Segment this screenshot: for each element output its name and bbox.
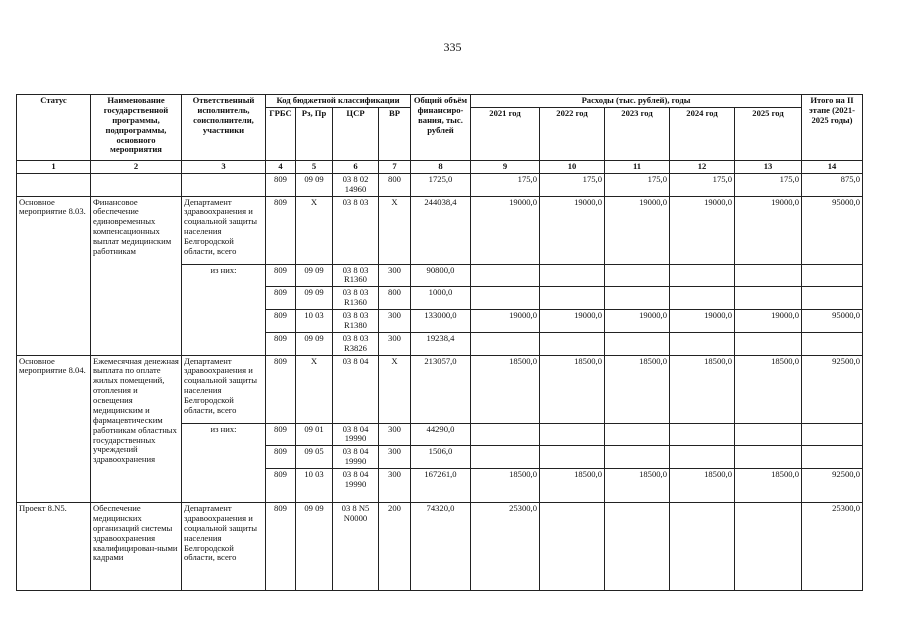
cell-2024: 175,0 [670,173,735,196]
cell-2024: 19000,0 [670,196,735,264]
cell-2021: 18500,0 [471,469,540,503]
cell-vr: 300 [379,423,411,446]
cell-2023 [605,423,670,446]
cell-csr: 03 8 03 R3826 [333,332,379,355]
column-number: 10 [540,160,605,173]
cell-2025: 18500,0 [735,469,802,503]
cell-2021 [471,423,540,446]
cell-2025 [735,446,802,469]
header-year-2021: 2021 год [471,107,540,160]
cell-2021 [471,287,540,310]
cell-csr: 03 8 04 19990 [333,446,379,469]
cell-2024 [670,446,735,469]
cell-total: 213057,0 [411,355,471,423]
cell-2022 [540,332,605,355]
cell-grbs: 809 [266,332,296,355]
cell-2024 [670,264,735,287]
cell-executor: Департамент здравоохранения и социальной защиты населения Белгородской области, всего [182,355,266,423]
page-number: 335 [443,40,462,54]
cell-executor [182,173,266,196]
cell-status: Основное мероприятие 8.03. [17,196,91,355]
cell-2024 [670,423,735,446]
column-number: 7 [379,160,411,173]
cell-2025 [735,287,802,310]
cell-total: 133000,0 [411,310,471,333]
cell-rzpr: 09 01 [296,423,333,446]
cell-grbs: 809 [266,264,296,287]
table-row [17,355,863,423]
cell-2021: 175,0 [471,173,540,196]
cell-rzpr: 09 09 [296,264,333,287]
cell-total: 167261,0 [411,469,471,503]
cell-2022: 19000,0 [540,310,605,333]
cell-stage-total: 95000,0 [802,196,863,264]
cell-status [17,173,91,196]
cell-total: 74320,0 [411,503,471,591]
cell-2025 [735,503,802,591]
cell-2024: 19000,0 [670,310,735,333]
cell-vr: 300 [379,446,411,469]
cell-grbs: 809 [266,503,296,591]
cell-2023: 18500,0 [605,355,670,423]
cell-executor: Департамент здравоохранения и социальной защиты населения Белгородской области, всего [182,196,266,264]
cell-2023 [605,446,670,469]
cell-2022 [540,423,605,446]
cell-2023 [605,287,670,310]
cell-total: 1506,0 [411,446,471,469]
cell-csr: 03 8 03 [333,196,379,264]
cell-status: Проект 8.N5. [17,503,91,591]
cell-grbs: 809 [266,173,296,196]
cell-name: Финансовое обеспечение единовременных компенсационных выплат медицинским работникам [91,196,182,355]
cell-grbs: 809 [266,196,296,264]
cell-2022: 19000,0 [540,196,605,264]
column-number: 9 [471,160,540,173]
header-total-volume: Общий объём финансиро-вания, тыс. рублей [411,95,471,161]
cell-2025: 19000,0 [735,196,802,264]
cell-2022 [540,446,605,469]
cell-vr: 300 [379,310,411,333]
cell-grbs: 809 [266,310,296,333]
cell-2025 [735,264,802,287]
cell-2025: 175,0 [735,173,802,196]
cell-name: Обеспечение медицинских организаций системы здравоохранения квалифицирован-ными кадрами [91,503,182,591]
column-number: 11 [605,160,670,173]
cell-rzpr: 09 09 [296,503,333,591]
cell-total: 90800,0 [411,264,471,287]
column-number: 14 [802,160,863,173]
cell-2023 [605,503,670,591]
header-year-2025: 2025 год [735,107,802,160]
table-row [17,173,863,196]
column-number: 3 [182,160,266,173]
header-program-name: Наименование государственной программы, подпрограммы, основного мероприятия [91,95,182,161]
cell-stage-total: 95000,0 [802,310,863,333]
cell-2024: 18500,0 [670,469,735,503]
header-stage-total: Итого на II этапе (2021-2025 годы) [802,95,863,161]
cell-vr: 300 [379,332,411,355]
cell-2023 [605,332,670,355]
header-vr: ВР [379,107,411,160]
cell-2024 [670,287,735,310]
column-number: 8 [411,160,471,173]
cell-rzpr: 09 05 [296,446,333,469]
column-number: 1 [17,160,91,173]
cell-total: 1000,0 [411,287,471,310]
cell-stage-total: 92500,0 [802,355,863,423]
cell-rzpr: Х [296,355,333,423]
budget-table [16,94,863,591]
cell-rzpr: Х [296,196,333,264]
cell-2025 [735,423,802,446]
table-row [17,503,863,591]
cell-status: Основное мероприятие 8.04. [17,355,91,503]
cell-2021 [471,264,540,287]
column-number: 13 [735,160,802,173]
cell-stage-total [802,446,863,469]
cell-grbs: 809 [266,355,296,423]
cell-vr: 200 [379,503,411,591]
header-status: Статус [17,95,91,161]
cell-2022 [540,287,605,310]
cell-csr: 03 8 04 19990 [333,469,379,503]
cell-of-which: из них: [182,423,266,503]
header-expenses: Расходы (тыс. рублей), годы [471,95,802,108]
cell-2023: 19000,0 [605,310,670,333]
cell-csr: 03 8 03 R1380 [333,310,379,333]
cell-vr: 300 [379,264,411,287]
cell-2025: 19000,0 [735,310,802,333]
cell-2021: 19000,0 [471,196,540,264]
cell-rzpr: 09 09 [296,287,333,310]
cell-vr: 800 [379,287,411,310]
cell-grbs: 809 [266,469,296,503]
cell-2023 [605,264,670,287]
cell-grbs: 809 [266,423,296,446]
header-rz-pr: Рз, Пр [296,107,333,160]
header-executor: Ответственный исполнитель, соисполнители, участники [182,95,266,161]
cell-2021: 18500,0 [471,355,540,423]
cell-vr: 800 [379,173,411,196]
cell-rzpr: 09 09 [296,332,333,355]
cell-of-which: из них: [182,264,266,355]
cell-2021: 19000,0 [471,310,540,333]
header-year-2022: 2022 год [540,107,605,160]
cell-total: 44290,0 [411,423,471,446]
cell-grbs: 809 [266,446,296,469]
cell-2024: 18500,0 [670,355,735,423]
cell-2021 [471,332,540,355]
cell-2024 [670,503,735,591]
cell-2023: 18500,0 [605,469,670,503]
column-number: 12 [670,160,735,173]
cell-2025 [735,332,802,355]
cell-csr: 03 8 04 19990 [333,423,379,446]
column-number-row [17,160,863,173]
cell-stage-total [802,332,863,355]
header-csr: ЦСР [333,107,379,160]
column-number: 5 [296,160,333,173]
header-grbs: ГРБС [266,107,296,160]
cell-2021: 25300,0 [471,503,540,591]
cell-2022: 18500,0 [540,355,605,423]
cell-total: 1725,0 [411,173,471,196]
cell-rzpr: 10 03 [296,469,333,503]
cell-stage-total [802,287,863,310]
cell-stage-total [802,264,863,287]
cell-vr: Х [379,196,411,264]
column-number: 2 [91,160,182,173]
cell-csr: 03 8 03 R1360 [333,264,379,287]
cell-2022 [540,264,605,287]
cell-executor: Департамент здравоохранения и социальной защиты населения Белгородской области, всего [182,503,266,591]
cell-2024 [670,332,735,355]
cell-grbs: 809 [266,287,296,310]
cell-csr: 03 8 N5 N0000 [333,503,379,591]
column-number: 6 [333,160,379,173]
cell-csr: 03 8 04 [333,355,379,423]
cell-2023: 175,0 [605,173,670,196]
cell-rzpr: 09 09 [296,173,333,196]
header-year-2024: 2024 год [670,107,735,160]
cell-2023: 19000,0 [605,196,670,264]
header-budget-code: Код бюджетной классификации [266,95,411,108]
cell-total: 244038,4 [411,196,471,264]
table-row [17,196,863,264]
cell-name [91,173,182,196]
cell-stage-total: 25300,0 [802,503,863,591]
cell-rzpr: 10 03 [296,310,333,333]
column-number: 4 [266,160,296,173]
cell-total: 19238,4 [411,332,471,355]
cell-csr: 03 8 03 R1360 [333,287,379,310]
header-year-2023: 2023 год [605,107,670,160]
cell-2022 [540,503,605,591]
cell-vr: Х [379,355,411,423]
cell-stage-total: 875,0 [802,173,863,196]
cell-2021 [471,446,540,469]
cell-2022: 18500,0 [540,469,605,503]
cell-csr: 03 8 02 14960 [333,173,379,196]
cell-name: Ежемесячная денежная выплата по оплате жилых помещений, отопления и освещения медицинским и фармацевтическим работникам областных государственных учреждений здравоохранения [91,355,182,503]
cell-2022: 175,0 [540,173,605,196]
cell-vr: 300 [379,469,411,503]
cell-stage-total: 92500,0 [802,469,863,503]
cell-2025: 18500,0 [735,355,802,423]
cell-stage-total [802,423,863,446]
